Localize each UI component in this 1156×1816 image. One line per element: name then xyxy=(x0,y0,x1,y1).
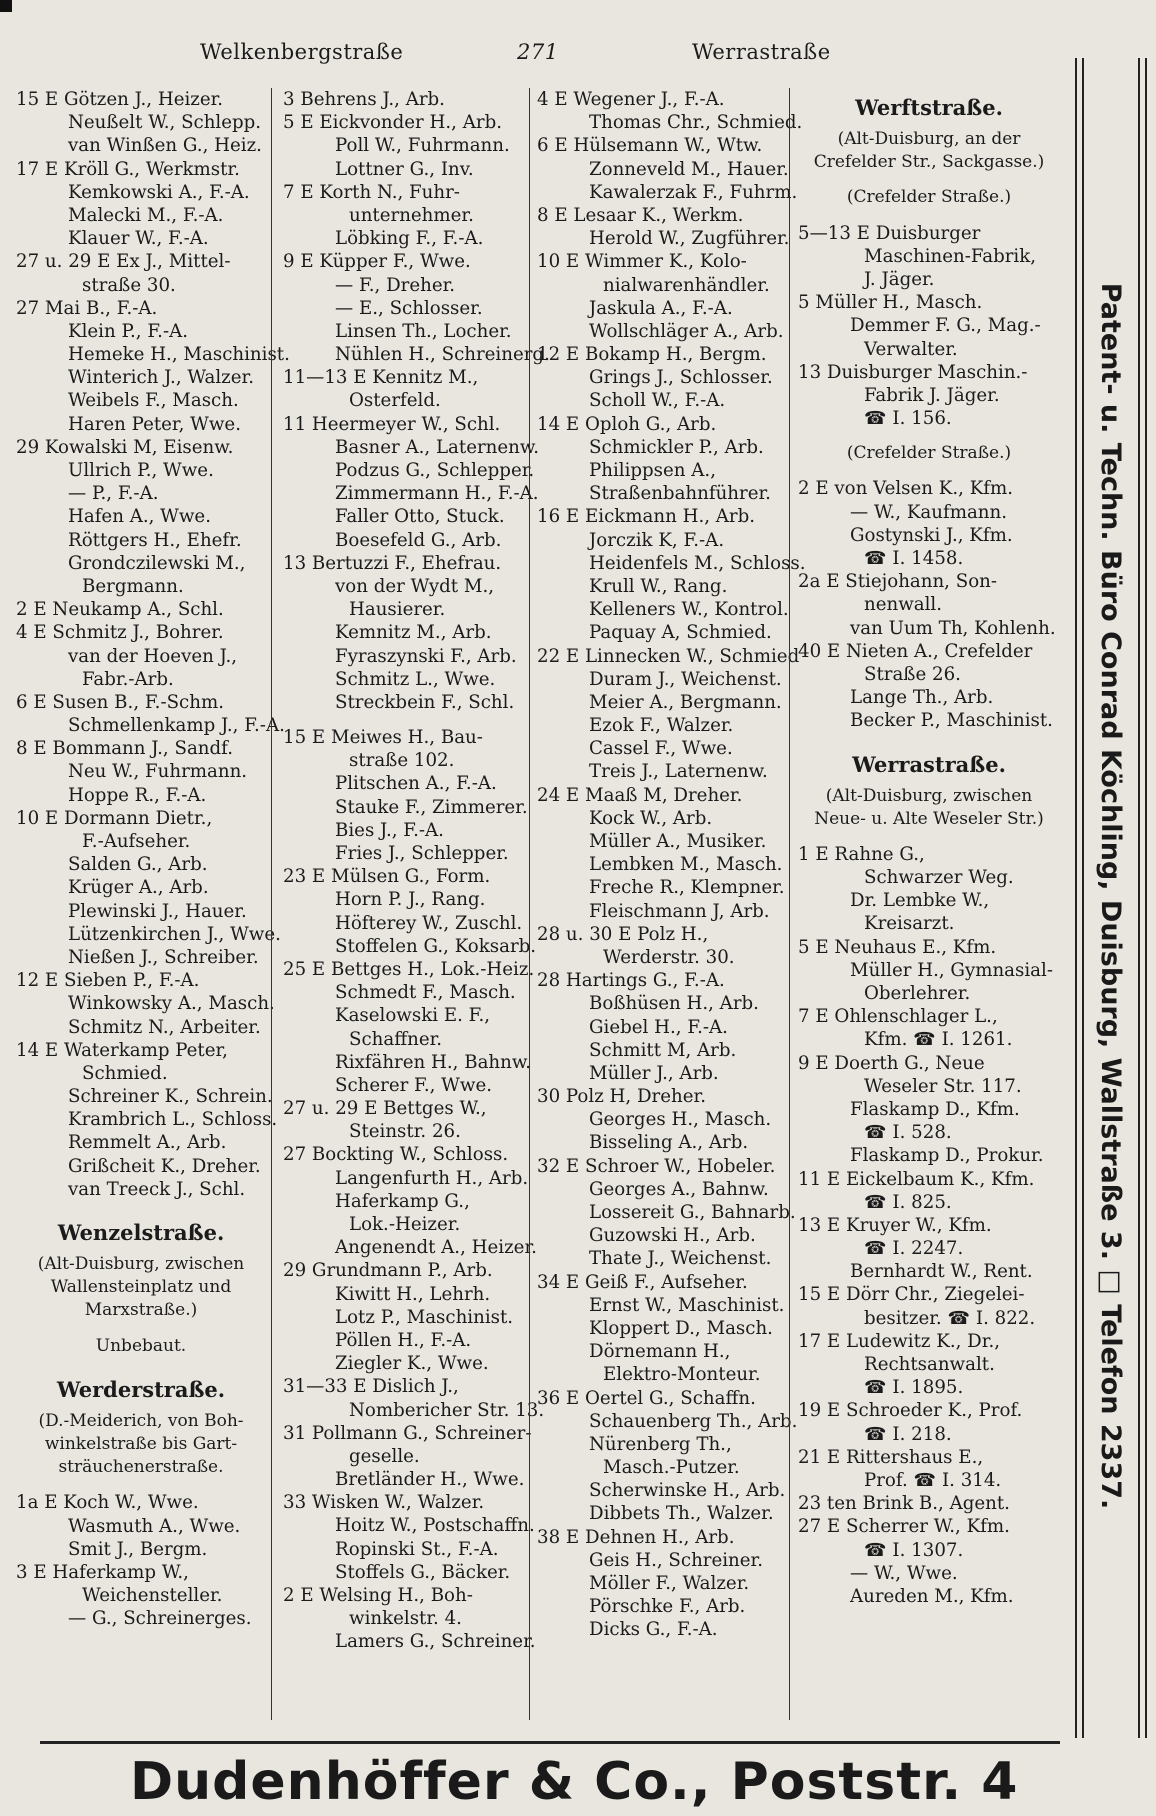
directory-entry: Oberlehrer. xyxy=(864,983,971,1004)
directory-entry: Fabr.-Arb. xyxy=(82,668,174,690)
directory-entry: Ernst W., Maschinist. xyxy=(589,1294,785,1316)
directory-entry: Stauke F., Zimmerer. xyxy=(335,796,528,818)
directory-entry: Dibbets Th., Walzer. xyxy=(589,1503,774,1525)
side-rule xyxy=(1138,58,1140,1738)
footer-advertisement: Dudenhöffer & Co., Poststr. 4 xyxy=(130,1752,1019,1812)
directory-entry: Lembken M., Masch. xyxy=(589,854,783,876)
directory-entry: Thate J., Weichenst. xyxy=(589,1248,772,1270)
directory-entry: straße 30. xyxy=(82,274,176,296)
directory-entry: Fyraszynski F., Arb. xyxy=(335,645,517,667)
directory-entry: Thomas Chr., Schmied. xyxy=(589,112,803,134)
directory-entry: Gostynski J., Kfm. xyxy=(850,524,1013,546)
side-rule xyxy=(1075,58,1077,1738)
directory-entry: Weichensteller. xyxy=(82,1585,223,1607)
directory-entry: Ullrich P., Wwe. xyxy=(68,460,214,481)
directory-entry: 4 E Wegener J., F.-A. xyxy=(537,89,725,110)
directory-entry: Nombericher Str. 13. xyxy=(349,1399,545,1421)
directory-entry: 28 u. 30 E Polz H., xyxy=(537,923,709,945)
directory-entry: Jorczik K, F.-A. xyxy=(589,529,725,551)
directory-entry: van Winßen G., Heiz. xyxy=(68,135,262,157)
directory-entry: 2 E von Velsen K., Kfm. xyxy=(798,478,1014,500)
directory-entry: Angenendt A., Heizer. xyxy=(335,1237,537,1259)
directory-entry: 6 E Hülsemann W., Wtw. xyxy=(537,135,763,157)
directory-entry: Bergmann. xyxy=(82,575,184,597)
directory-entry: 14 E Oploh G., Arb. xyxy=(537,413,717,435)
spacer xyxy=(798,831,1060,843)
directory-entry: ☎ I. 1458. xyxy=(864,548,964,569)
directory-entry: Schmitt M, Arb. xyxy=(589,1039,737,1061)
directory-entry: Schmitz N., Arbeiter. xyxy=(68,1016,261,1038)
directory-entry: 9 E Doerth G., Neue xyxy=(798,1052,985,1074)
directory-entry: Plitschen A., F.-A. xyxy=(335,773,497,795)
directory-entry: Kiwitt H., Lehrh. xyxy=(335,1283,491,1305)
directory-entry: von der Wydt M., xyxy=(335,575,495,597)
column-2 xyxy=(283,88,550,1720)
directory-entry: ☎ I. 1895. xyxy=(864,1377,964,1399)
directory-entry: Möller F., Walzer. xyxy=(589,1573,750,1594)
directory-entry: Schmellenkamp J., F.-A. xyxy=(68,715,285,737)
directory-entry: Dörnemann H., xyxy=(589,1341,731,1363)
directory-entry: Haren Peter, Wwe. xyxy=(68,413,241,435)
corner-mark xyxy=(0,0,12,12)
directory-entry: 32 E Schroer W., Hobeler. xyxy=(537,1155,776,1177)
directory-entry: 5 E Eickvonder H., Arb. xyxy=(283,112,502,134)
directory-entry: Duram J., Weichenst. xyxy=(589,668,782,690)
directory-entry: 7 E Ohlenschlager L., xyxy=(798,1006,998,1028)
street-note: (Crefelder Straße.) xyxy=(846,443,1012,464)
directory-entry: Zimmermann H., F.-A. xyxy=(335,483,539,505)
directory-entry: Osterfeld. xyxy=(349,390,441,412)
directory-entry: Aureden M., Kfm. xyxy=(850,1585,1014,1607)
directory-entry: Kfm. ☎ I. 1261. xyxy=(864,1029,1013,1051)
directory-entry: 17 E Kröll G., Werkmstr. xyxy=(16,158,240,180)
directory-entry: Prof. ☎ I. 314. xyxy=(864,1469,1002,1491)
directory-entry: Kaselowski E. F., xyxy=(335,1005,491,1027)
directory-entry: Smit J., Bergm. xyxy=(68,1538,208,1560)
directory-entry: 15 E Meiwes H., Bau- xyxy=(283,727,483,749)
directory-entry: Guzowski H., Arb. xyxy=(589,1225,756,1247)
directory-entry: ☎ I. 528. xyxy=(864,1122,952,1144)
directory-entry: Wollschläger A., Arb. xyxy=(589,320,784,342)
directory-entry: 12 E Bokamp H., Bergm. xyxy=(537,344,767,366)
street-note: Unbebaut. xyxy=(95,1335,187,1356)
directory-entry: F.-Aufseher. xyxy=(82,831,191,852)
directory-entry: Bretländer H., Wwe. xyxy=(335,1469,525,1491)
directory-entry: 7 E Korth N., Fuhr- xyxy=(283,181,460,203)
directory-entry: Kloppert D., Masch. xyxy=(589,1317,773,1339)
directory-entry: Cassel F., Wwe. xyxy=(589,738,733,760)
directory-entry: 23 ten Brink B., Agent. xyxy=(798,1493,1010,1515)
directory-entry: Weseler Str. 117. xyxy=(864,1075,1022,1097)
directory-entry: 19 E Schroeder K., Prof. xyxy=(798,1400,1023,1422)
directory-entry: Faller Otto, Stuck. xyxy=(335,506,505,528)
street-note: (Crefelder Straße.) xyxy=(846,187,1012,208)
spacer xyxy=(16,1323,266,1335)
directory-entry: Hausierer. xyxy=(349,599,446,621)
directory-entry: Lok.-Heizer. xyxy=(349,1214,461,1235)
directory-entry: Flaskamp D., Prokur. xyxy=(850,1145,1044,1167)
directory-entry: Krull W., Rang. xyxy=(589,575,728,597)
directory-entry: Schmied. xyxy=(82,1062,168,1084)
directory-entry: 5 Müller H., Masch. xyxy=(798,292,983,314)
column-4 xyxy=(798,88,1060,1720)
directory-entry: Röttgers H., Ehefr. xyxy=(68,529,242,551)
directory-entry: Schaffner. xyxy=(349,1028,443,1050)
directory-entry: Linsen Th., Locher. xyxy=(335,320,512,342)
directory-entry: Kock W., Arb. xyxy=(589,807,713,829)
column-1 xyxy=(16,88,290,1720)
directory-entry: 11—13 E Kennitz M., xyxy=(283,367,479,389)
directory-entry: Podzus G., Schlepper. xyxy=(335,460,535,481)
directory-entry: Grings J., Schlosser. xyxy=(589,367,773,389)
directory-entry: Bernhardt W., Rent. xyxy=(850,1261,1033,1283)
directory-entry: Georges H., Masch. xyxy=(589,1109,772,1131)
directory-entry: Ropinski St., F.-A. xyxy=(335,1538,499,1560)
directory-entry: Stoffelen G., Koksarb. xyxy=(335,935,537,957)
directory-entry: Flaskamp D., Kfm. xyxy=(850,1098,1020,1120)
directory-entry: 2 E Welsing H., Boh- xyxy=(283,1585,473,1606)
directory-entry: Lottner G., Inv. xyxy=(335,158,474,180)
spacer xyxy=(283,714,533,726)
directory-entry: Masch.-Putzer. xyxy=(603,1457,740,1479)
directory-entry: Klauer W., F.-A. xyxy=(68,228,209,250)
street-note: (Alt-Duisburg, zwischen xyxy=(825,785,1033,806)
directory-entry: Maschinen-Fabrik, xyxy=(864,245,1037,267)
directory-entry: Scherwinske H., Arb. xyxy=(589,1480,786,1502)
directory-entry: Schmitz L., Wwe. xyxy=(335,668,496,690)
street-note: Crefelder Str., Sackgasse.) xyxy=(813,152,1045,173)
directory-entry: Poll W., Fuhrmann. xyxy=(335,135,510,157)
directory-entry: Hemeke H., Maschinist. xyxy=(68,344,290,366)
directory-entry: Dicks G., F.-A. xyxy=(589,1619,718,1641)
directory-entry: winkelstr. 4. xyxy=(349,1608,462,1630)
street-note: (Alt-Duisburg, zwischen xyxy=(37,1254,245,1274)
directory-entry: 11 Heermeyer W., Schl. xyxy=(283,413,501,435)
directory-entry: Grondczilewski M., xyxy=(68,552,246,574)
spacer xyxy=(16,1201,266,1213)
spacer xyxy=(798,174,1060,186)
directory-entry: ☎ I. 2247. xyxy=(864,1238,964,1260)
directory-entry: Hafen A., Wwe. xyxy=(68,506,211,528)
directory-entry: Lützenkirchen J., Wwe. xyxy=(68,923,281,945)
street-heading: Werftstraße. xyxy=(855,95,1003,120)
directory-entry: Schreiner K., Schrein. xyxy=(68,1086,273,1108)
directory-entry: 9 E Küpper F., Wwe. xyxy=(283,251,471,273)
directory-entry: Nießen J., Schreiber. xyxy=(68,946,259,968)
header-left-street: Welkenbergstraße xyxy=(200,40,404,64)
directory-entry: 11 E Eickelbaum K., Kfm. xyxy=(798,1168,1035,1190)
directory-entry: Fabrik J. Jäger. xyxy=(864,384,1000,406)
directory-entry: Nühlen H., Schreinerg. xyxy=(335,344,550,366)
directory-entry: 1a E Koch W., Wwe. xyxy=(16,1492,199,1514)
street-heading: Wenzelstraße. xyxy=(57,1220,225,1245)
directory-entry: — P., F.-A. xyxy=(68,483,159,505)
directory-entry: Treis J., Laternenw. xyxy=(589,761,768,783)
directory-entry: Wasmuth A., Wwe. xyxy=(68,1515,241,1537)
directory-entry: 34 E Geiß F., Aufseher. xyxy=(537,1271,748,1293)
directory-entry: 27 E Scherrer W., Kfm. xyxy=(798,1516,1010,1538)
column-divider xyxy=(529,88,530,1720)
directory-entry: Schmedt F., Masch. xyxy=(335,982,516,1004)
directory-entry: Weibels F., Masch. xyxy=(68,390,239,412)
directory-entry: — G., Schreinerges. xyxy=(68,1608,252,1630)
directory-entry: van Treeck J., Schl. xyxy=(68,1178,246,1200)
directory-entry: Salden G., Arb. xyxy=(68,854,208,876)
directory-entry: 5 E Neuhaus E., Kfm. xyxy=(798,936,997,958)
side-rule xyxy=(1082,58,1084,1738)
directory-entry: Klein P., F.-A. xyxy=(68,320,188,342)
directory-entry: Freche R., Klempner. xyxy=(589,877,785,899)
directory-entry: 33 Wisken W., Walzer. xyxy=(283,1492,485,1514)
directory-entry: Rechtsanwalt. xyxy=(864,1354,995,1375)
directory-entry: 13 E Kruyer W., Kfm. xyxy=(798,1214,992,1236)
directory-entry: Philippsen A., xyxy=(589,460,716,481)
column-3 xyxy=(537,88,806,1720)
header-right-street: Werrastraße xyxy=(692,40,831,64)
street-note: Wallensteinplatz und xyxy=(50,1277,232,1298)
spacer xyxy=(798,430,1060,442)
directory-entry: Lossereit G., Bahnarb. xyxy=(589,1202,796,1223)
directory-entry: van Uum Th, Kohlenh. xyxy=(850,617,1056,639)
directory-entry: Heidenfels M., Schloss. xyxy=(589,552,806,574)
street-heading: Werrastraße. xyxy=(852,751,1006,777)
directory-entry: Schwarzer Weg. xyxy=(864,867,1014,889)
directory-entry: Malecki M., F.-A. xyxy=(68,204,224,226)
directory-entry: 36 E Oertel G., Schaffn. xyxy=(537,1387,756,1409)
directory-entry: 4 E Schmitz J., Bohrer. xyxy=(16,622,224,644)
directory-entry: 40 E Nieten A., Crefelder xyxy=(798,640,1033,662)
directory-entry: ☎ I. 156. xyxy=(864,408,952,430)
directory-entry: 27 u. 29 E Bettges W., xyxy=(283,1098,487,1120)
spacer xyxy=(798,733,1060,745)
directory-entry: 14 E Waterkamp Peter, xyxy=(16,1039,228,1061)
street-note: winkelstraße bis Gart- xyxy=(44,1433,238,1454)
directory-entry: Bies J., F.-A. xyxy=(335,819,444,841)
directory-entry: J. Jäger. xyxy=(864,268,935,290)
directory-entry: 6 E Susen B., F.-Schm. xyxy=(16,691,224,713)
directory-entry: Langenfurth H., Arb. xyxy=(335,1167,529,1189)
directory-entry: Herold W., Zugführer. xyxy=(589,228,790,250)
directory-entry: 27 Mai B., F.-A. xyxy=(16,297,158,319)
directory-entry: Kemnitz M., Arb. xyxy=(335,622,492,644)
directory-entry: 2 E Neukamp A., Schl. xyxy=(16,599,224,621)
street-note: sträuchenerstraße. xyxy=(58,1457,224,1478)
directory-entry: Kelleners W., Kontrol. xyxy=(589,599,789,621)
directory-entry: Georges A., Bahnw. xyxy=(589,1178,769,1200)
directory-entry: Müller H., Gymnasial- xyxy=(850,959,1053,981)
directory-entry: Neußelt W., Schlepp. xyxy=(68,112,262,134)
directory-entry: Lamers G., Schreiner. xyxy=(335,1631,536,1653)
footer-rule xyxy=(40,1741,1060,1744)
directory-entry: 29 Grundmann P., Arb. xyxy=(283,1260,493,1282)
directory-entry: Boßhüsen H., Arb. xyxy=(589,993,759,1015)
directory-entry: Pörschke F., Arb. xyxy=(589,1596,746,1618)
directory-entry: Hoppe R., F.-A. xyxy=(68,784,207,806)
directory-entry: 13 Duisburger Maschin.- xyxy=(798,361,1028,383)
directory-entry: Demmer F. G., Mag.- xyxy=(850,315,1041,337)
street-note: Marxstraße.) xyxy=(84,1300,198,1321)
directory-entry: 3 Behrens J., Arb. xyxy=(283,89,445,110)
directory-entry: — W., Kaufmann. xyxy=(850,501,1007,523)
directory-entry: 15 E Dörr Chr., Ziegelei- xyxy=(798,1284,1025,1306)
directory-entry: Geis H., Schreiner. xyxy=(589,1549,764,1571)
spacer xyxy=(16,1358,266,1370)
directory-entry: 8 E Lesaar K., Werkm. xyxy=(537,204,744,226)
directory-entry: Rixfähren H., Bahnw. xyxy=(335,1051,532,1073)
directory-entry: Ziegler K., Wwe. xyxy=(335,1353,489,1375)
directory-entry: Elektro-Monteur. xyxy=(603,1364,761,1386)
street-note: (D.-Meiderich, von Boh- xyxy=(38,1410,244,1431)
directory-entry: Ezok F., Walzer. xyxy=(589,715,734,737)
directory-entry: besitzer. ☎ I. 822. xyxy=(864,1307,1036,1329)
directory-entry: Jaskula A., F.-A. xyxy=(589,297,733,319)
directory-entry: 28 Hartings G., F.-A. xyxy=(537,970,725,992)
directory-entry: — W., Wwe. xyxy=(850,1562,958,1584)
directory-entry: 5—13 E Duisburger xyxy=(798,222,981,244)
directory-entry: Höfterey W., Zuschl. xyxy=(335,912,523,934)
directory-entry: Winterich J., Walzer. xyxy=(68,367,254,389)
directory-entry: Neu W., Fuhrmann. xyxy=(68,761,248,783)
spacer xyxy=(798,465,1060,477)
directory-entry: Krambrich L., Schloss. xyxy=(68,1109,278,1131)
directory-entry: Krüger A., Arb. xyxy=(68,877,209,899)
column-divider xyxy=(789,88,790,1720)
directory-entry: 2a E Stiejohann, Son- xyxy=(798,571,998,593)
directory-entry: geselle. xyxy=(349,1445,420,1467)
directory-entry: Straßenbahnführer. xyxy=(589,483,771,505)
directory-entry: ☎ I. 218. xyxy=(864,1423,952,1445)
directory-entry: 29 Kowalski M, Eisenw. xyxy=(16,436,234,458)
directory-entry: 10 E Wimmer K., Kolo- xyxy=(537,251,747,273)
directory-entry: 23 E Mülsen G., Form. xyxy=(283,866,491,888)
directory-entry: Straße 26. xyxy=(864,663,961,685)
directory-entry: 10 E Dormann Dietr., xyxy=(16,807,213,829)
directory-entry: Scholl W., F.-A. xyxy=(589,390,726,412)
directory-entry: Scherer F., Wwe. xyxy=(335,1074,492,1096)
street-note: Neue- u. Alte Weseler Str.) xyxy=(814,808,1044,829)
directory-entry: Streckbein F., Schl. xyxy=(335,691,515,713)
side-rule xyxy=(1145,58,1147,1738)
directory-entry: Nürenberg Th., xyxy=(589,1433,732,1455)
directory-entry: 22 E Linnecken W., Schmied xyxy=(537,645,800,667)
directory-entry: Haferkamp G., xyxy=(335,1190,470,1212)
directory-entry: Pöllen H., F.-A. xyxy=(335,1329,472,1351)
street-heading: Werderstraße. xyxy=(56,1376,226,1402)
directory-entry: Löbking F., F.-A. xyxy=(335,228,484,250)
directory-entry: 1 E Rahne G., xyxy=(798,843,925,865)
directory-entry: ☎ I. 825. xyxy=(864,1191,952,1213)
directory-entry: 31 Pollmann G., Schreiner- xyxy=(283,1422,532,1444)
directory-entry: Meier A., Bergmann. xyxy=(589,691,782,713)
spacer xyxy=(16,1479,266,1491)
directory-entry: Lange Th., Arb. xyxy=(850,687,994,709)
directory-entry: 27 u. 29 E Ex J., Mittel- xyxy=(16,251,231,273)
directory-entry: Fries J., Schlepper. xyxy=(335,843,509,864)
directory-entry: Plewinski J., Hauer. xyxy=(68,900,247,922)
directory-entry: Hoitz W., Postschaffn. xyxy=(335,1515,535,1537)
directory-entry: Steinstr. 26. xyxy=(349,1121,461,1143)
directory-entry: 31—33 E Dislich J., xyxy=(283,1376,459,1398)
directory-entry: 21 E Rittershaus E., xyxy=(798,1446,984,1468)
directory-entry: 3 E Haferkamp W., xyxy=(16,1561,189,1583)
directory-entry: nialwarenhändler. xyxy=(603,274,770,296)
directory-entry: Giebel H., F.-A. xyxy=(589,1016,728,1038)
directory-entry: 17 E Ludewitz K., Dr., xyxy=(798,1330,1001,1352)
street-note: (Alt-Duisburg, an der xyxy=(837,129,1021,149)
directory-entry: van der Hoeven J., xyxy=(68,645,238,667)
directory-entry: Winkowsky A., Masch. xyxy=(68,993,275,1015)
directory-entry: Lotz P., Maschinist. xyxy=(335,1306,514,1328)
directory-entry: Schauenberg Th., Arb. xyxy=(589,1410,798,1432)
directory-entry: 30 Polz H, Dreher. xyxy=(537,1086,706,1108)
directory-entry: Fleischmann J, Arb. xyxy=(589,900,770,922)
directory-entry: 25 E Bettges H., Lok.-Heiz. xyxy=(283,958,535,980)
directory-entry: Müller A., Musiker. xyxy=(589,831,767,852)
directory-entry: Stoffels G., Bäcker. xyxy=(335,1561,511,1583)
side-advertisement xyxy=(1087,66,1135,1726)
directory-entry: straße 102. xyxy=(349,750,455,772)
directory-entry: 27 Bockting W., Schloss. xyxy=(283,1144,509,1166)
column-divider xyxy=(271,88,272,1720)
directory-entry: Verwalter. xyxy=(864,338,958,360)
directory-entry: nenwall. xyxy=(864,594,943,616)
directory-entry: Schmickler P., Arb. xyxy=(589,436,764,458)
directory-entry: unternehmer. xyxy=(349,204,474,226)
directory-entry: ☎ I. 1307. xyxy=(864,1539,964,1561)
directory-entry: Paquay A, Schmied. xyxy=(589,622,772,644)
side-advertisement-text: Patent- u. Techn. Büro Conrad Köchling, Duisburg, Wallstraße 3. □ Telefon 2337. xyxy=(1095,282,1126,1510)
directory-entry: Bisseling A., Arb. xyxy=(589,1132,749,1154)
directory-entry: — E., Schlosser. xyxy=(335,297,483,319)
directory-entry: Dr. Lembke W., xyxy=(850,890,990,912)
directory-entry: 24 E Maaß M, Dreher. xyxy=(537,784,743,806)
directory-entry: 16 E Eickmann H., Arb. xyxy=(537,506,756,528)
directory-entry: 13 Bertuzzi F., Ehefrau. xyxy=(283,552,502,574)
spacer xyxy=(798,210,1060,222)
directory-entry: 38 E Dehnen H., Arb. xyxy=(537,1526,735,1548)
directory-entry: Basner A., Laternenw. xyxy=(335,436,540,458)
page-header xyxy=(0,40,1060,74)
directory-entry: Remmelt A., Arb. xyxy=(68,1132,227,1154)
directory-entry: — F., Dreher. xyxy=(335,274,456,296)
directory-entry: Kreisarzt. xyxy=(864,913,955,935)
directory-entry: Kawalerzak F., Fuhrm. xyxy=(589,181,798,203)
directory-entry: Zonneveld M., Hauer. xyxy=(589,158,789,180)
directory-entry: 12 E Sieben P., F.-A. xyxy=(16,970,200,992)
directory-entry: Kemkowski A., F.-A. xyxy=(68,181,250,203)
directory-entry: Müller J., Arb. xyxy=(589,1062,719,1084)
directory-entry: Boesefeld G., Arb. xyxy=(335,529,502,551)
directory-entry: 8 E Bommann J., Sandf. xyxy=(16,738,234,760)
page-number: 271 xyxy=(517,40,559,64)
directory-entry: Werderstr. 30. xyxy=(603,946,735,968)
directory-entry: Becker P., Maschinist. xyxy=(850,710,1053,732)
directory-entry: Horn P. J., Rang. xyxy=(335,889,486,911)
directory-entry: Grißcheit K., Dreher. xyxy=(68,1155,261,1177)
directory-entry: 15 E Götzen J., Heizer. xyxy=(16,89,224,110)
